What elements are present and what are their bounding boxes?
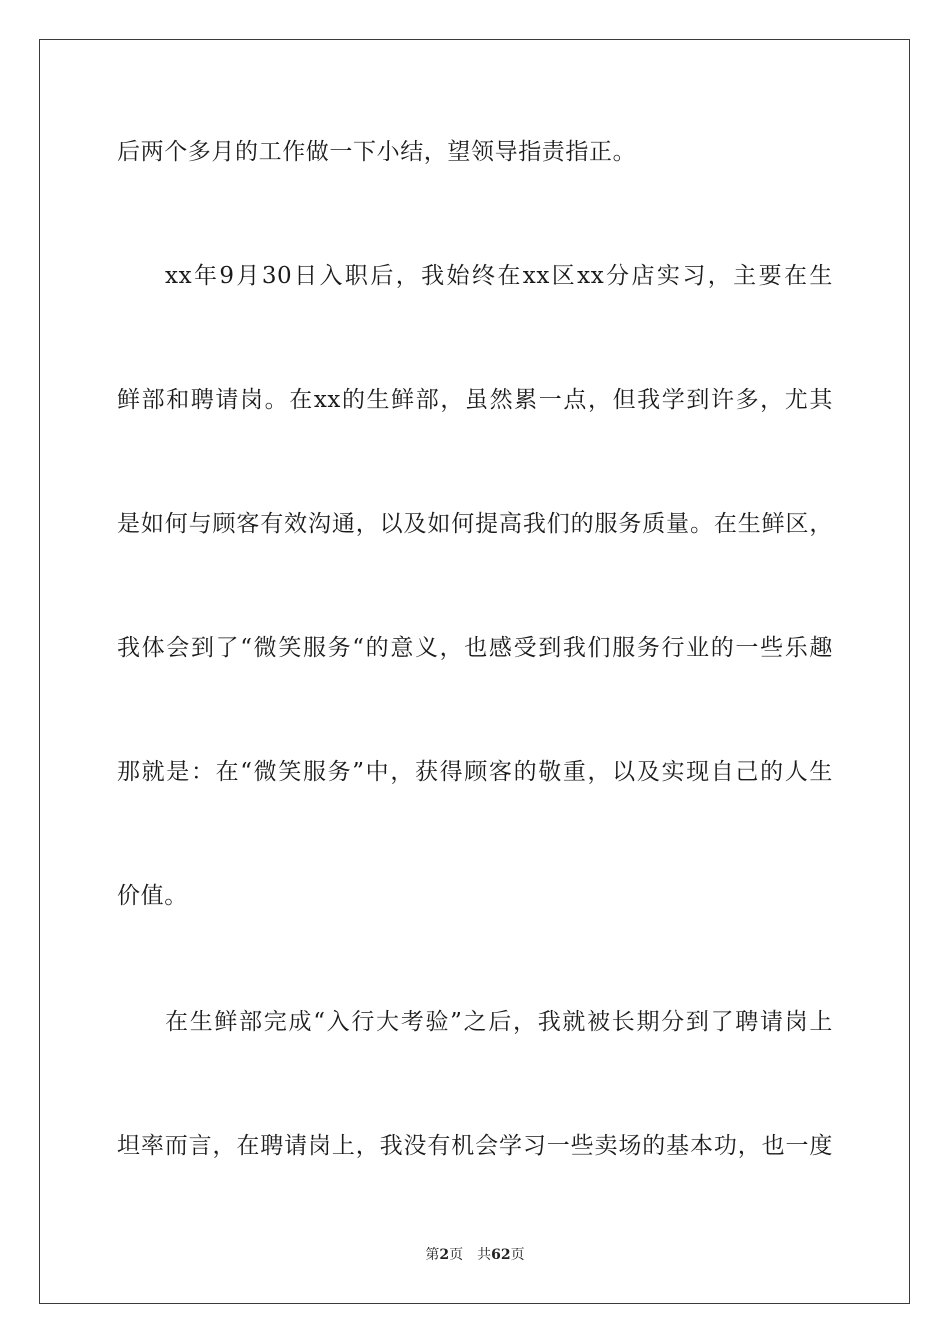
- text-line-2: xx年9月30日入职后，我始终在xx区xx分店实习，主要在生: [165, 263, 833, 289]
- text-line-8: 在生鲜部完成“入行大考验”之后，我就被长期分到了聘请岗上: [165, 1009, 833, 1035]
- page-suffix: 页: [449, 1247, 464, 1263]
- total-suffix: 页: [510, 1247, 525, 1263]
- page-border: [39, 39, 910, 1304]
- total-pages: 62: [491, 1247, 511, 1263]
- text-line-3: 鲜部和聘请岗。在xx的生鲜部，虽然累一点，但我学到许多，尤其: [117, 387, 833, 413]
- text-line-6: 那就是：在“微笑服务”中，获得顾客的敬重，以及实现自己的人生: [117, 759, 833, 785]
- text-line-9: 坦率而言，在聘请岗上，我没有机会学习一些卖场的基本功，也一度: [117, 1133, 833, 1159]
- text-line-5: 我体会到了“微笑服务“的意义，也感受到我们服务行业的一些乐趣: [117, 635, 833, 661]
- text-line-7: 价值。: [117, 883, 188, 909]
- text-line-4: 是如何与顾客有效沟通，以及如何提高我们的服务质量。在生鲜区，: [117, 511, 833, 537]
- total-prefix: 共: [477, 1247, 492, 1263]
- text-line-1: 后两个多月的工作做一下小结，望领导指责指正。: [117, 139, 637, 165]
- page-footer: [0, 1244, 950, 1264]
- page-number: 2: [439, 1247, 450, 1263]
- page-prefix: 第: [425, 1247, 440, 1263]
